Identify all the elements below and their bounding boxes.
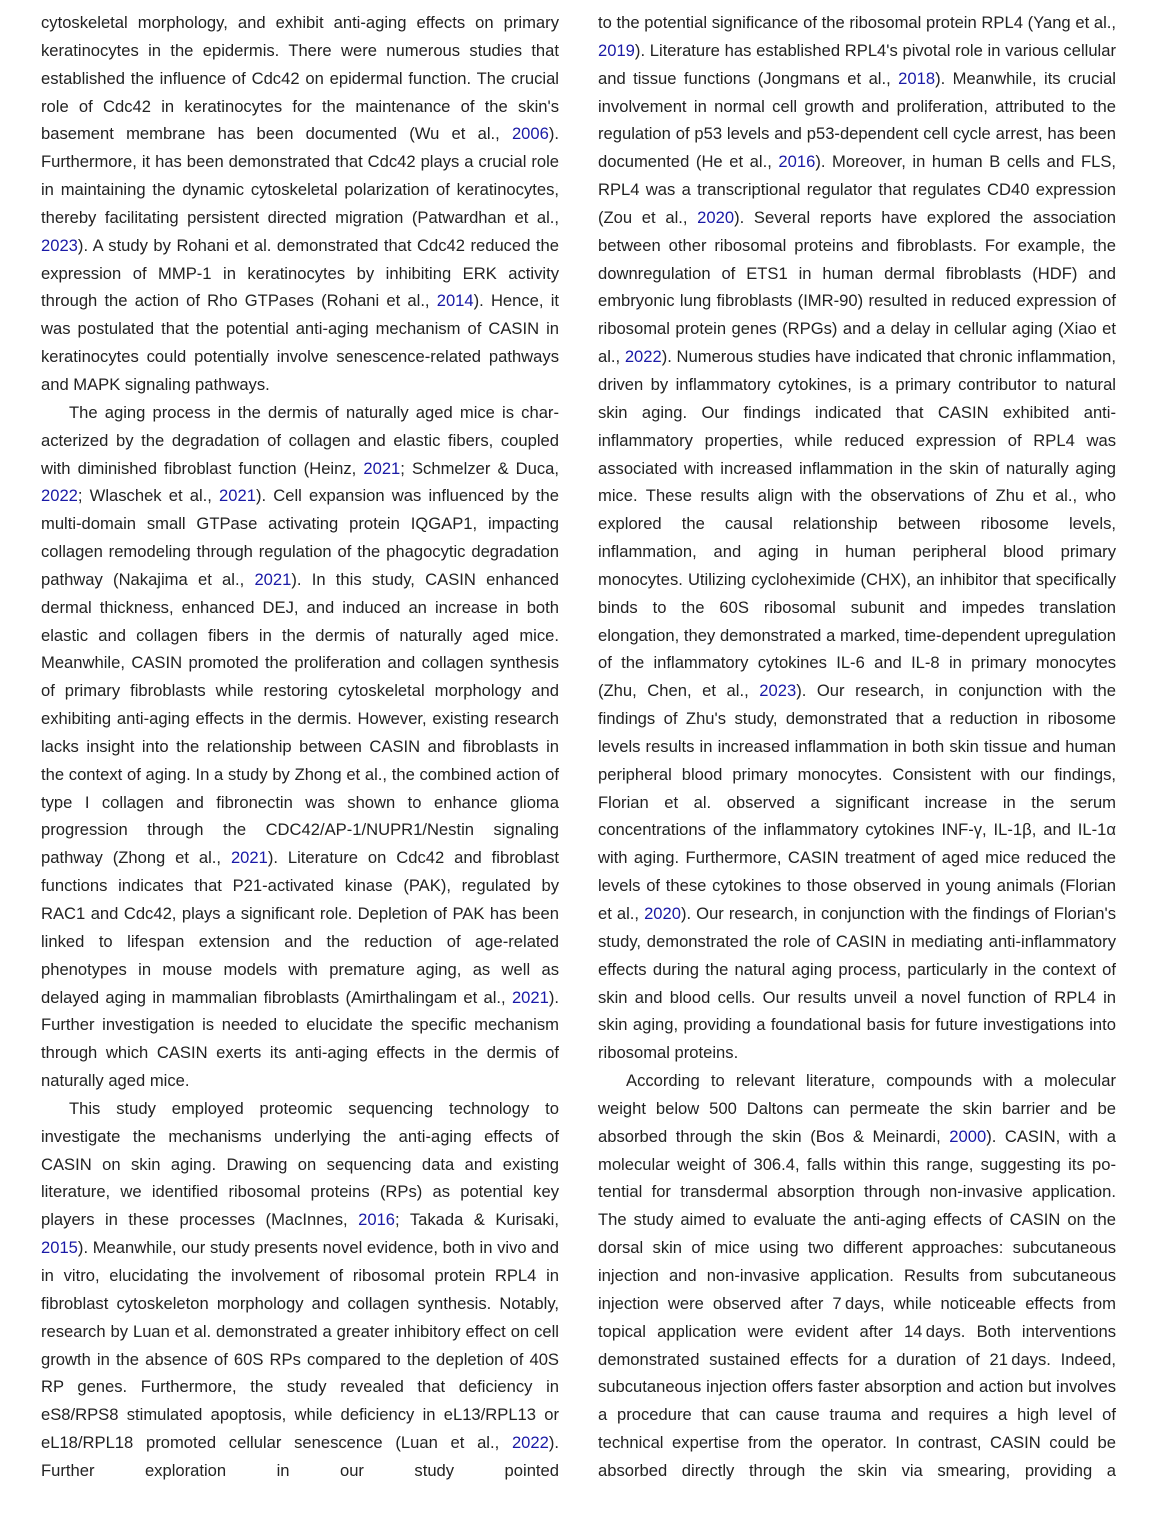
citation-link[interactable]: 2014: [436, 291, 474, 311]
body-text: ). Numerous studies have indicated that chronic inflammation, driven by inflammatory cytokines, is a primary contributor to natural skin aging. Our findings indicated that CASIN exhibited anti-inflammatory properties, while reduced expression of RPL4 was associated with increased inflammation in the skin of naturally aging mice. These results align with the observations of Zhu et al., who explored the causal relationship between ribosome levels, inflammation, and aging in human peripheral blood primary monocytes. Utilizing cycloheximide (CHX), an inhibitor that specifically binds to the 60S ribosomal subunit and impedes translation elongation, they demonstrated a marked, time-dependent upregulation of the inflammatory cytokines IL-6 and IL-8 in primary monocytes (Zhu, Chen, et al.,: [598, 347, 1116, 701]
body-text: ). A study by Rohani et al. demonstrated that Cdc42 reduced the expression of MMP-1 in keratinocytes by inhibiting ERK activity through the action of Rho GTPases (Rohani et al.,: [41, 235, 559, 311]
body-text: ; Takada & Kurisaki,: [395, 1210, 559, 1230]
citation-link[interactable]: 2021: [219, 486, 256, 506]
citation-link[interactable]: 2021: [254, 569, 292, 589]
body-text: ). Hence, it was postulated that the potential anti-aging mechanism of CASIN in keratinocytes could potentially involve senescence-related pathways and MAPK signaling pathways.: [41, 291, 559, 394]
citation-link[interactable]: 2015: [41, 1238, 78, 1258]
body-text: to the potential significance of the ribosomal protein RPL4 (Yang et al.,: [598, 13, 1116, 32]
citation-link[interactable]: 2022: [511, 1433, 549, 1453]
citation-link[interactable]: 2023: [759, 681, 797, 701]
paragraph: [41, 9, 559, 399]
body-text: ). Several reports have explored the association between other ribosomal proteins and fibroblasts. For example, the downregulation of ETS1 in human dermal fibroblasts (HDF) and embryonic lung fibroblasts (IMR-90) resulted in reduced expression of ribosomal protein genes (RPGs) and a delay in cellular aging (Xiao et al.,: [598, 207, 1116, 367]
body-text: ). Literature has established RPL4's pivotal role in various cellular and tissue functions (Jongmans et al.,: [598, 40, 1116, 88]
body-text: ). Moreover, in human B cells and FLS, RPL4 was a transcriptional regulator that regulates CD40 expression (Zou et al.,: [598, 152, 1117, 227]
right-column: [598, 9, 1116, 1527]
body-text: ). Our research, in conjunction with the findings of Zhu's study, demonstrated that a reduction in ribosome levels results in increased inflammation in both skin tissue and human peripheral blood primary monocytes. Consistent with our findings, Florian et al. observed a significant increase in the serum concentrations of the inflammatory cytokines INF-γ, IL-1β, and IL-1α with aging. Furthermore, CASIN treatment of aged mice reduced the levels of these cytokines to those observed in young animals (Florian et al.,: [598, 681, 1116, 923]
citation-link[interactable]: 2021: [363, 458, 401, 478]
body-text: ). Meanwhile, our study presents novel evidence, both in vivo and in vitro, elucidating the involvement of ribosomal protein RPL4 in fibroblast cytoskeleton morphology and collagen synthesis. Notably, research by Luan et al. demonstrated a greater inhibitory effect on cell growth in the absence of 60S RPs compared to the depletion of 40S RP genes. Furthermore, the study revealed that deficiency in eS8/RPS8 stimulated apoptosis, while deficiency in eL13/RPL13 or eL18/RPL18 promoted cellular senescence (Luan et al.,: [41, 1238, 559, 1453]
body-text: ). Cell expansion was influenced by the multi-domain small GTPase activating protein IQGAP1, impacting collagen remodeling through regulation of the phagocytic degradation pathway (Nakajima et al.,: [41, 486, 560, 589]
citation-link[interactable]: 2022: [41, 486, 78, 506]
body-text: The aging process in the dermis of naturally aged mice is characterized by the degradation of collagen and elastic fibers, coupled with diminished fibroblast function (Heinz,: [41, 402, 559, 478]
body-text: ; Schmelzer & Duca,: [400, 458, 559, 478]
paragraph: [598, 9, 1116, 1067]
body-text: ). Literature on Cdc42 and fibroblast functions indicates that P21-activated kinase (PAK), regulated by RAC1 and Cdc42, plays a significant role. Depletion of PAK has been linked to lifespan extension and the reduction of age-related phenotypes in mouse models with premature aging, as well as delayed aging in mammalian fibroblasts (Amirthalingam et al.,: [41, 848, 559, 1007]
body-text: ). Further investigation is needed to elucidate the specific mechanism through which CASIN exerts its anti-aging effects in the dermis of naturally aged mice.: [41, 987, 559, 1091]
citation-link[interactable]: 2016: [778, 152, 816, 172]
citation-link[interactable]: 2021: [511, 987, 549, 1007]
citation-link[interactable]: 2021: [230, 848, 268, 868]
body-text: ). Furthermore, it has been demonstrated that Cdc42 plays a crucial role in maintaining the dynamic cytoskeletal polarization of keratinocytes, thereby facilitating persistent directed migration (Patwardhan et al.,: [41, 124, 559, 227]
citation-link[interactable]: 2022: [624, 347, 662, 367]
citation-link[interactable]: 2019: [598, 40, 635, 60]
paragraph: [41, 399, 559, 1095]
left-column: [41, 9, 559, 1527]
body-text: ). Meanwhile, its crucial involvement in normal cell growth and proliferation, attributed to the regulation of p53 levels and p53-dependent cell cycle arrest, has been documented (He et al.,: [598, 68, 1116, 172]
body-text: cytoskeletal morphology, and exhibit anti-aging effects on primary keratinocytes in the epidermis. There were numerous studies that established the influence of Cdc42 on epidermal function. The crucial role of Cdc42 in keratinocytes for the maintenance of the skin's basement membrane has been documented (Wu et al.,: [41, 13, 559, 144]
body-text: ). In this study, CASIN enhanced dermal thickness, enhanced DEJ, and induced an increase in both elastic and collagen fibers in the dermis of naturally aged mice. Meanwhile, CASIN promoted the proliferation and collagen synthesis of primary fibroblasts while restoring cytoskeletal morphology and exhibiting anti-aging effects in the dermis. However, existing research lacks insight into the relationship between CASIN and fibroblasts in the context of aging. In a study by Zhong et al., the combined action of type I collagen and fibronectin was shown to enhance glioma progression through the CDC42/AP-1/NUPR1/​Nestin signaling pathway (Zhong et al.,: [41, 569, 560, 868]
body-text: ). CASIN, with a molecular weight of 306.4, falls within this range, suggesting its potential for transdermal absorption through non-invasive application. The study aimed to evaluate the anti-aging effects of CASIN on the dorsal skin of mice using two different approaches: subcutaneous injection and non-invasive application. Results from subcutaneous injection were observed after 7 days, while noticeable effects from topical application were evident after 14 days. Both interventions demonstrated sustained effects for a duration of 21 days. Indeed, subcutaneous injection offers faster absorption and action but involves a procedure that can cause trauma and requires a high level of technical expertise from the operator. In contrast, CASIN could be absorbed directly through the skin via smearing, providing a: [598, 1126, 1116, 1480]
body-text: This study employed proteomic sequencing technology to investigate the mechanisms underlying the anti-aging effects of CASIN on skin aging. Drawing on sequencing data and existing literature, we identified ribosomal proteins (RPs) as potential key players in these processes (MacInnes,: [41, 1098, 559, 1230]
citation-link[interactable]: 2018: [898, 68, 936, 88]
paragraph: [598, 1067, 1116, 1485]
citation-link[interactable]: 2000: [949, 1126, 987, 1146]
citation-link[interactable]: 2020: [697, 207, 735, 227]
citation-link[interactable]: 2023: [41, 235, 78, 255]
paragraph: [41, 1095, 559, 1485]
body-text: According to relevant literature, compounds with a molecular weight below 500 Daltons can permeate the skin barrier and be absorbed through the skin (Bos & Meinardi,: [598, 1071, 1116, 1146]
body-text: ). Our research, in conjunction with the findings of Florian's study, demonstrated the role of CASIN in mediating anti-inflammatory effects during the natural aging process, particularly in the context of skin and blood cells. Our results unveil a novel function of RPL4 in skin aging, providing a foundational basis for future investigations into ribosomal proteins.: [598, 904, 1116, 1063]
body-text: ). Further exploration in our study pointed: [41, 1433, 559, 1480]
citation-link[interactable]: 2020: [644, 904, 681, 923]
body-text: ; Wlaschek et al.,: [77, 486, 220, 506]
citation-link[interactable]: 2006: [511, 124, 549, 144]
citation-link[interactable]: 2016: [358, 1210, 396, 1230]
